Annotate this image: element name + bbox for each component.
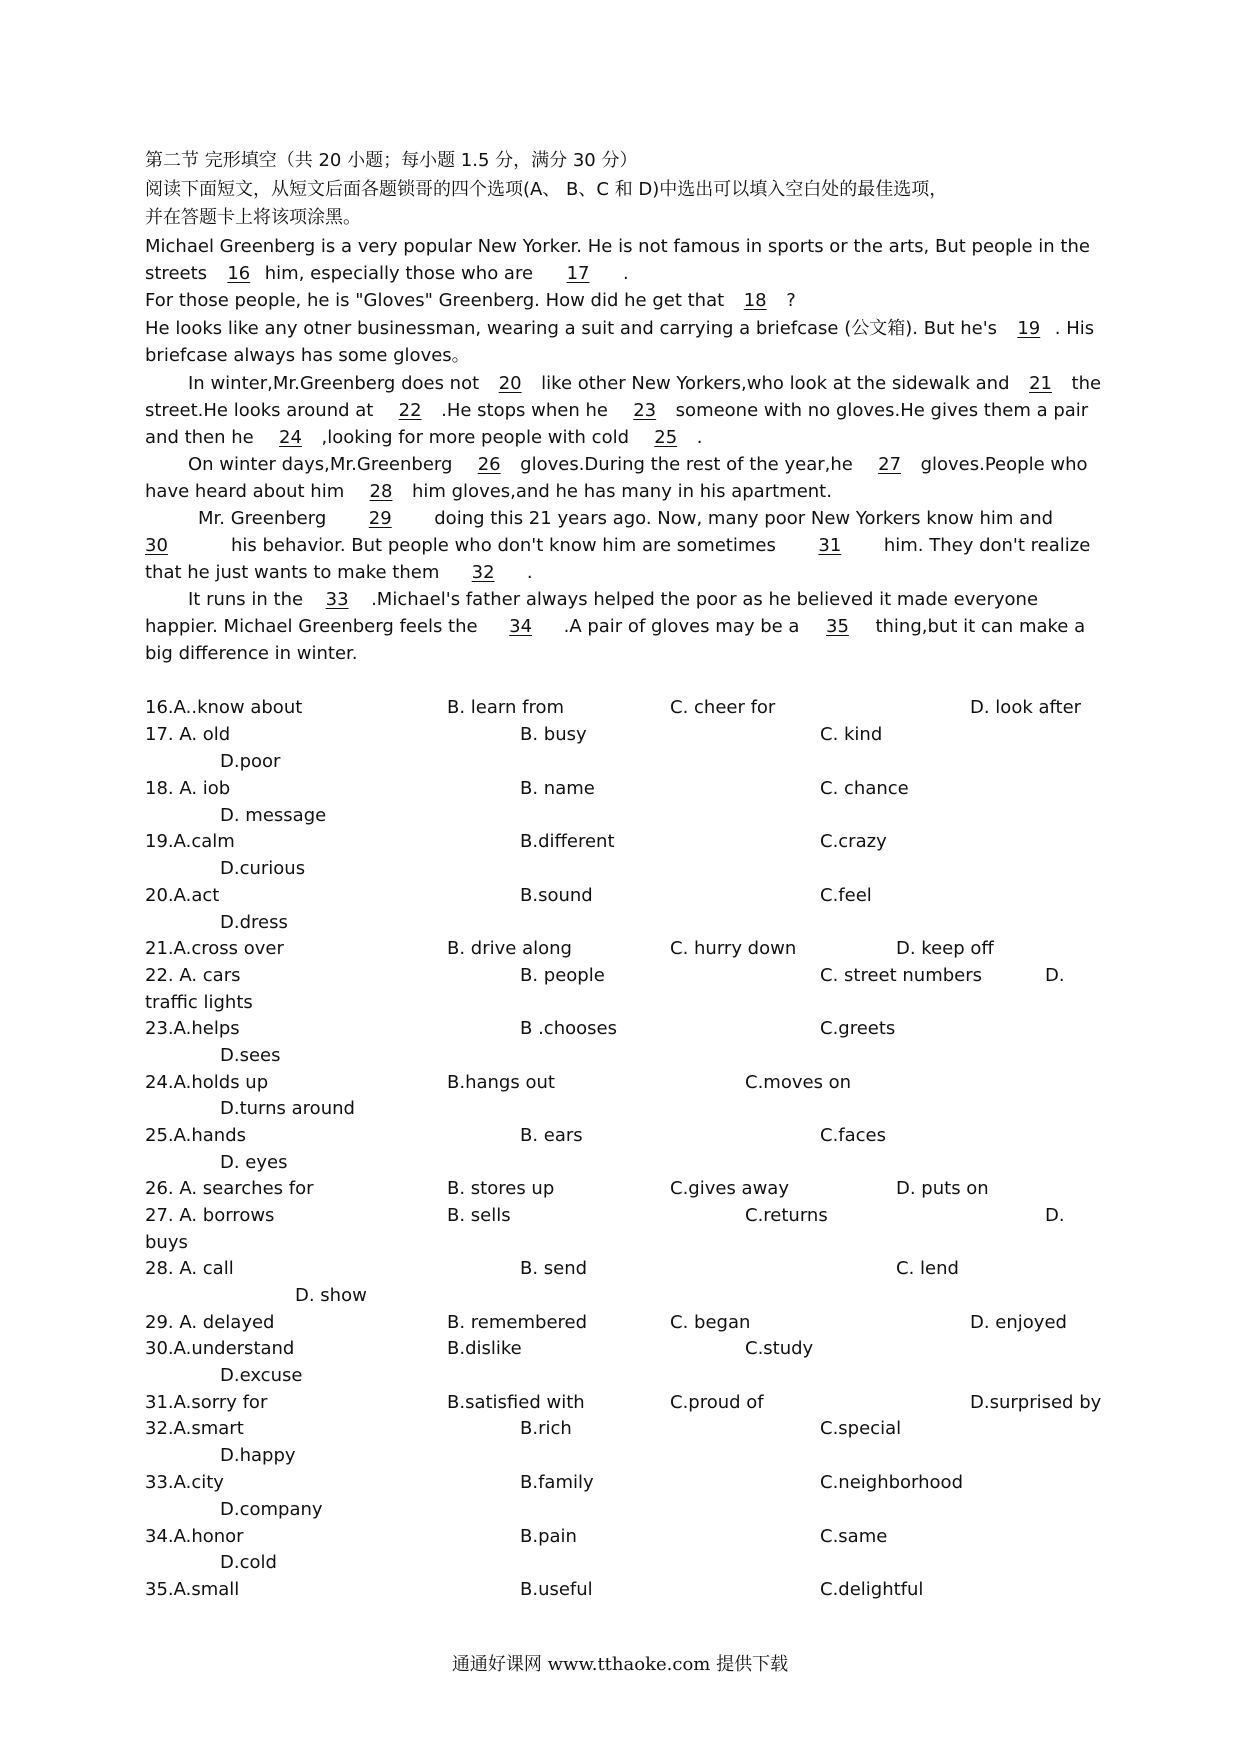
option-b: B.sound (520, 885, 593, 906)
passage-text: .A pair of gloves may be a (563, 616, 800, 637)
option-c: C.delightful (820, 1579, 924, 1600)
option-b: B. send (520, 1258, 588, 1279)
blank-22: 22 (398, 400, 422, 421)
blank-31: 31 (818, 535, 842, 556)
option-a: 27. A. borrows (145, 1205, 275, 1226)
passage-text: thing,but it can make a (875, 616, 1086, 637)
blank-18: 18 (743, 290, 767, 311)
option-b: B. ears (520, 1125, 583, 1146)
option-c: C.neighborhood (820, 1472, 963, 1493)
option-b: B. name (520, 778, 595, 799)
option-c: C. cheer for (670, 697, 776, 718)
option-d: D. keep off (896, 938, 994, 959)
option-d: D.dress (220, 912, 288, 933)
option-a: 32.A.smart (145, 1418, 244, 1439)
passage-text: For those people, he is "Gloves" Greenberg. How did he get that (145, 290, 725, 311)
option-b: B.rich (520, 1418, 572, 1439)
option-b: B.dislike (447, 1338, 522, 1359)
passage-text: him. They don't realize (883, 535, 1091, 556)
blank-30: 30 (145, 535, 168, 556)
option-c: C. lend (896, 1258, 959, 1279)
passage-text: the (1071, 373, 1102, 394)
passage-line (145, 479, 1100, 505)
option-d: D.sees (220, 1045, 281, 1066)
option-d: D.happy (220, 1445, 296, 1466)
passage-text: happier. Michael Greenberg feels the (145, 616, 478, 637)
blank-16: 16 (227, 263, 251, 284)
option-a: 28. A. call (145, 1258, 234, 1279)
option-a: 23.A.helps (145, 1018, 240, 1039)
passage-text: He looks like any otner businessman, wearing a suit and carrying a briefcase (公文箱). But he's (145, 318, 998, 339)
option-d: D.turns around (220, 1098, 355, 1119)
blank-20: 20 (498, 373, 522, 394)
option-b: B.hangs out (447, 1072, 555, 1093)
passage-line (145, 614, 1100, 640)
blank-25: 25 (654, 427, 678, 448)
option-a: 26. A. searches for (145, 1178, 314, 1199)
blank-27: 27 (878, 454, 902, 475)
option-b: B. people (520, 965, 605, 986)
option-c: C.returns (745, 1205, 828, 1226)
blank-32: 32 (471, 562, 495, 583)
passage-text: someone with no gloves.He gives them a pair (675, 400, 1089, 421)
option-d: D. show (295, 1285, 367, 1306)
blank-19: 19 (1017, 318, 1041, 339)
option-c: C. chance (820, 778, 909, 799)
passage-text: .Michael's father always helped the poor as he believed it made everyone (371, 589, 1039, 610)
option-b: B.satisfied with (447, 1392, 585, 1413)
option-c: C.study (745, 1338, 814, 1359)
option-b: B. busy (520, 724, 587, 745)
option-a: 22. A. cars (145, 965, 241, 986)
blank-17: 17 (566, 263, 590, 284)
footer-source: 通通好课网 www.tthaoke.com 提供下载 (451, 1654, 789, 1675)
option-c: C.greets (820, 1018, 896, 1039)
passage-line: big difference in winter. (145, 643, 358, 664)
option-b: B.useful (520, 1579, 593, 1600)
instruction-line-2: 并在答题卡上将该项涂黑。 (145, 207, 361, 228)
option-d: D.curious (220, 858, 306, 879)
passage-text: . (696, 427, 703, 448)
option-c: C.faces (820, 1125, 887, 1146)
option-b: B. sells (447, 1205, 511, 1226)
option-d: D. enjoyed (970, 1312, 1067, 1333)
option-d: D.surprised by (970, 1392, 1102, 1413)
passage-text: Mr. Greenberg (198, 508, 327, 529)
passage-text: that he just wants to make them (145, 562, 440, 583)
passage-text: his behavior. But people who don't know him are sometimes (231, 535, 776, 556)
passage-text: ,looking for more people with cold (321, 427, 630, 448)
option-c: C.gives away (670, 1178, 789, 1199)
option-a: 35.A.small (145, 1579, 240, 1600)
option-a: 19.A.calm (145, 831, 235, 852)
passage-text: street.He looks around at (145, 400, 374, 421)
passage-text: ? (786, 290, 796, 311)
option-c: C. hurry down (670, 938, 797, 959)
passage-line (188, 587, 1100, 613)
option-a: 16.A..know about (145, 697, 303, 718)
option-d: D. puts on (896, 1178, 989, 1199)
option-d: D.poor (220, 751, 281, 772)
option-d: D. look after (970, 697, 1082, 718)
option-a: 29. A. delayed (145, 1312, 275, 1333)
blank-26: 26 (477, 454, 501, 475)
option-a: 17. A. old (145, 724, 231, 745)
option-c: C.proud of (670, 1392, 764, 1413)
option-d-text: traffic lights (145, 992, 253, 1013)
option-b: B. stores up (447, 1178, 555, 1199)
option-c: C.special (820, 1418, 902, 1439)
passage-text: have heard about him (145, 481, 345, 502)
option-b: B. drive along (447, 938, 572, 959)
passage-line (145, 533, 1100, 559)
passage-text: In winter,Mr.Greenberg does not (188, 373, 480, 394)
blank-29: 29 (368, 508, 392, 529)
passage-line (188, 371, 1100, 397)
passage-line (188, 452, 1100, 478)
option-c: C.same (820, 1526, 888, 1547)
option-c: C.moves on (745, 1072, 852, 1093)
passage-text: It runs in the (188, 589, 304, 610)
option-b: B. learn from (447, 697, 564, 718)
option-b: B. remembered (447, 1312, 588, 1333)
option-d: D.company (220, 1499, 323, 1520)
option-d: D. message (220, 805, 327, 826)
option-c: C.feel (820, 885, 872, 906)
passage-line (145, 425, 1100, 451)
passage-line (145, 316, 1100, 342)
option-d: D. eyes (220, 1152, 288, 1173)
option-d: D. (1045, 965, 1065, 986)
passage-line: Michael Greenberg is a very popular New Yorker. He is not famous in sports or the arts, But people in the (145, 236, 1090, 257)
option-a: 25.A.hands (145, 1125, 246, 1146)
passage-line (198, 506, 1100, 532)
passage-text: and then he (145, 427, 254, 448)
blank-35: 35 (826, 616, 849, 637)
option-a: 20.A.act (145, 885, 220, 906)
passage-text: . His (1054, 318, 1095, 339)
option-d: D.cold (220, 1552, 277, 1573)
option-d: D. (1045, 1205, 1065, 1226)
passage-text: gloves.People who (920, 454, 1088, 475)
option-a: 31.A.sorry for (145, 1392, 268, 1413)
passage-text: . (526, 562, 533, 583)
passage-text: like other New Yorkers,who look at the sidewalk and (541, 373, 1010, 394)
passage-text: gloves.During the rest of the year,he (520, 454, 853, 475)
blank-24: 24 (279, 427, 302, 448)
passage-line (145, 398, 1100, 424)
option-c: C. kind (820, 724, 883, 745)
option-b: B .chooses (520, 1018, 617, 1039)
option-d-text: buys (145, 1232, 188, 1253)
option-c: C.crazy (820, 831, 887, 852)
blank-21: 21 (1029, 373, 1052, 394)
passage-text: him gloves,and he has many in his apartment. (411, 481, 832, 502)
option-a: 18. A. iob (145, 778, 231, 799)
option-d: D.excuse (220, 1365, 303, 1386)
blank-23: 23 (633, 400, 657, 421)
option-a: 34.A.honor (145, 1526, 244, 1547)
section-title: 第二节 完形填空（共 20 小题；每小题 1.5 分，满分 30 分） (145, 150, 638, 171)
passage-text: streets (145, 263, 208, 284)
option-c: C. began (670, 1312, 751, 1333)
option-a: 21.A.cross over (145, 938, 284, 959)
option-a: 30.A.understand (145, 1338, 295, 1359)
option-b: B.different (520, 831, 615, 852)
blank-33: 33 (325, 589, 349, 610)
passage-text: On winter days,Mr.Greenberg (188, 454, 453, 475)
option-a: 24.A.holds up (145, 1072, 269, 1093)
passage-line (145, 288, 1100, 314)
blank-28: 28 (369, 481, 393, 502)
option-b: B.family (520, 1472, 594, 1493)
option-b: B.pain (520, 1526, 577, 1547)
option-c: C. street numbers (820, 965, 983, 986)
passage-text: .He stops when he (441, 400, 608, 421)
passage-text: . (623, 263, 629, 284)
passage-line (145, 560, 1100, 586)
blank-34: 34 (509, 616, 533, 637)
passage-line: briefcase always has some gloves。 (145, 345, 470, 366)
option-a: 33.A.city (145, 1472, 224, 1493)
passage-text: doing this 21 years ago. Now, many poor New Yorkers know him and (434, 508, 1054, 529)
instruction-line-1: 阅读下面短文，从短文后面各题锁哥的四个选项(A、 B、C 和 D)中选出可以填入空白处的最佳选项， (145, 179, 948, 200)
passage-line (145, 261, 1100, 287)
passage-text: him, especially those who are (264, 263, 534, 284)
